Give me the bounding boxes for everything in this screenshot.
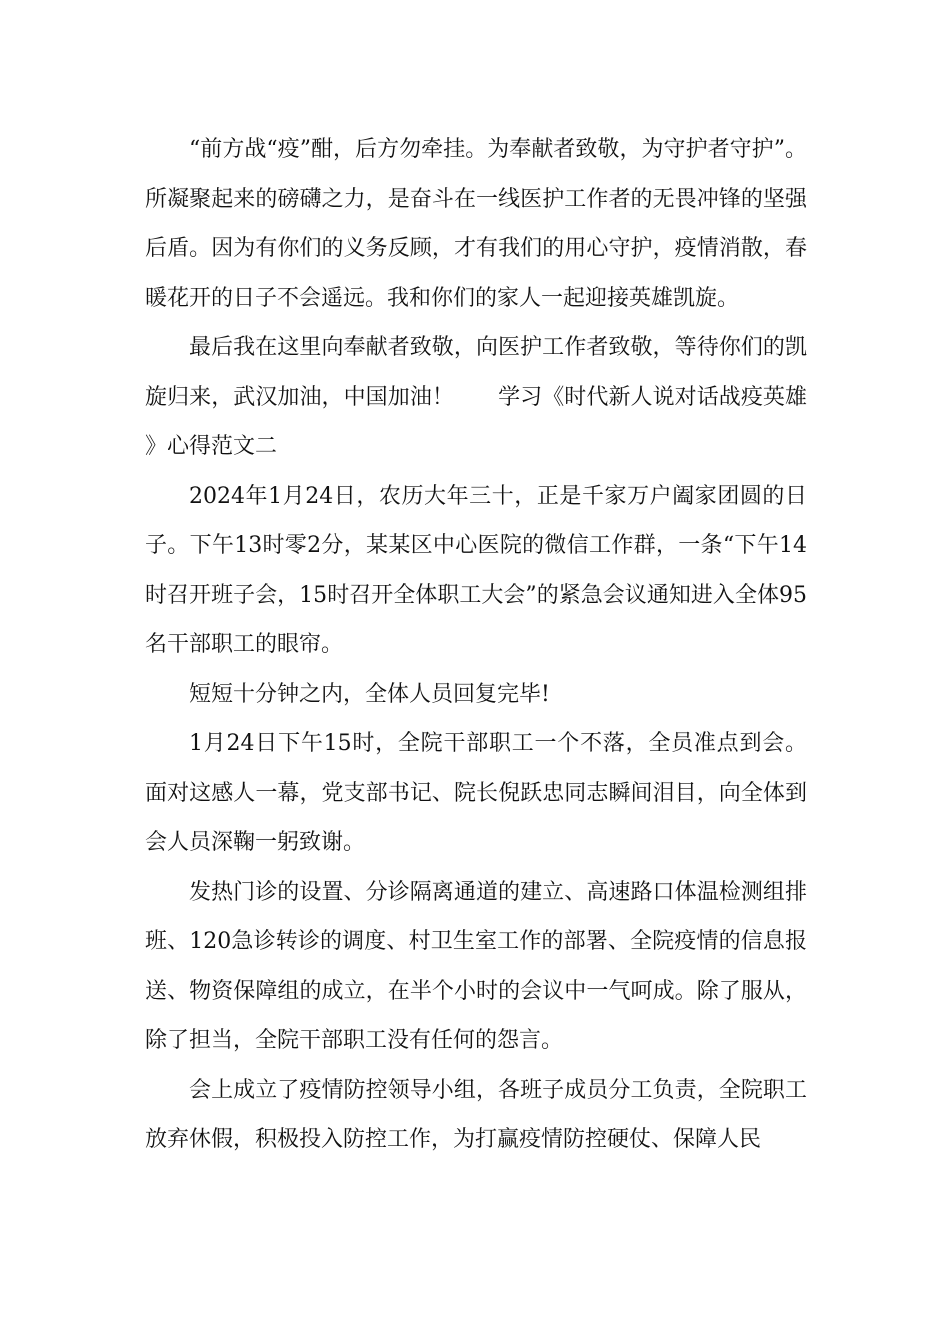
document-body: [145, 125, 807, 1165]
paragraph-1: “前方战“疫”酣，后方勿牵挂。为奉献者致敬，为守护者守护”。所凝聚起来的磅礴之力，是奋斗在一线医护工作者的无畏冲锋的坚强后盾。因为有你们的义务反顾，才有我们的用心守护，疫情消散，春暖花开的日子不会遥远。我和你们的家人一起迎接英雄凯旋。: [145, 137, 807, 311]
paragraph-5: 1月24日下午15时，全院干部职工一个不落，全员准点到会。面对这感人一幕，党支部书记、院长倪跃忠同志瞬间泪目，向全体到会人员深鞠一躬致谢。: [145, 731, 807, 855]
paragraph-6: 发热门诊的设置、分诊隔离通道的建立、高速路口体温检测组排班、120急诊转诊的调度、村卫生室工作的部署、全院疫情的信息报送、物资保障组的成立，在半个小时的会议中一气呵成。除了服从，除了担当，全院干部职工没有任何的怨言。: [145, 879, 807, 1053]
paragraph-3: 2024年1月24日，农历大年三十，正是千家万户阖家团圆的日子。下午13时零2分，某某区中心医院的微信工作群，一条“下午14时召开班子会，15时召开全体职工大会”的紧急会议通知进入全体95名干部职工的眼帘。: [145, 483, 807, 657]
paragraph-2: 最后我在这里向奉献者致敬，向医护工作者致敬，等待你们的凯旋归来，武汉加油，中国加油！ 学习《时代新人说对话战疫英雄》心得范文二: [145, 335, 807, 459]
paragraph-7: 会上成立了疫情防控领导小组，各班子成员分工负责，全院职工放弃休假，积极投入防控工作，为打赢疫情防控硬仗、保障人民: [145, 1077, 807, 1152]
paragraph-4: 短短十分钟之内，全体人员回复完毕!: [189, 681, 550, 707]
